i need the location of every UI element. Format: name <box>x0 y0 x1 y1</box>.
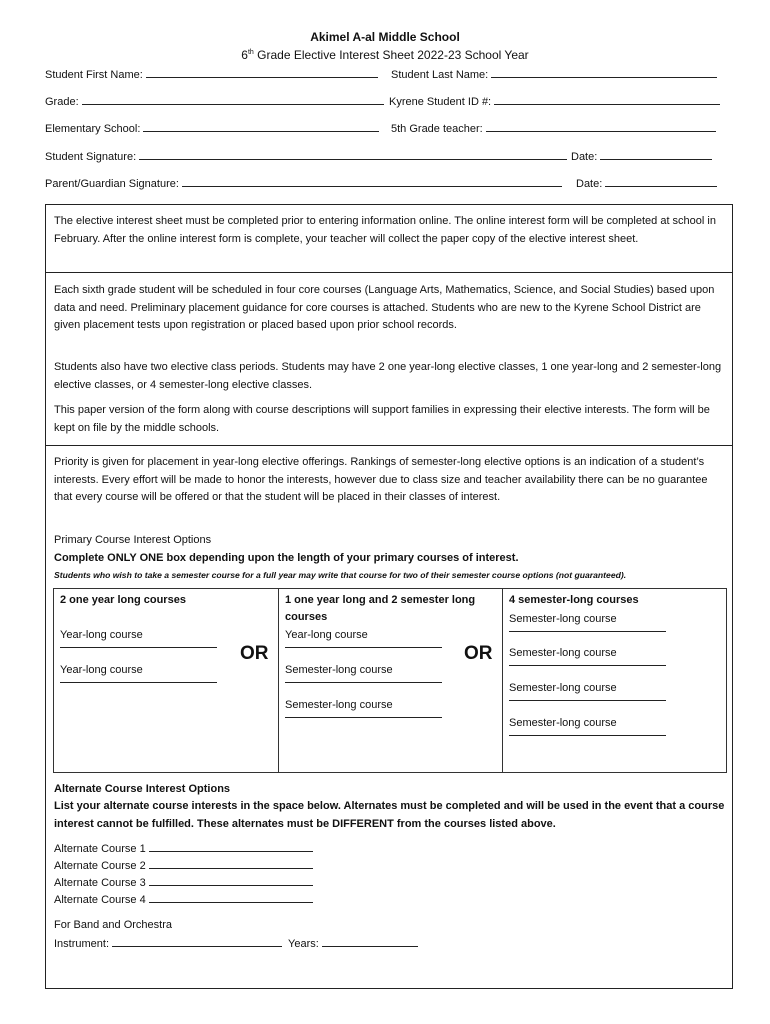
course-label: Semester-long course <box>285 664 393 676</box>
student-id-field[interactable]: Kyrene Student ID #: <box>389 94 720 108</box>
column-heading: 4 semester-long courses <box>509 594 639 606</box>
course-label: Year-long course <box>60 664 143 676</box>
instrument-years-row[interactable]: Instrument: Years: <box>54 936 418 950</box>
course-label: Semester-long course <box>509 682 617 694</box>
first-name-field[interactable]: Student First Name: <box>45 67 378 81</box>
alternate-course-2[interactable]: Alternate Course 2 <box>54 858 313 872</box>
course-entry-line[interactable] <box>509 735 666 736</box>
form-subtitle: 6th Grade Elective Interest Sheet 2022-23 School Year <box>241 48 529 62</box>
course-entry-line[interactable] <box>285 647 442 648</box>
alternate-options-instructions: List your alternate course interests in the space below. Alternates must be completed and will be used in the event that a course interest cannot be fulfilled. These alternates must be DIFFERENT from the courses listed above. <box>54 800 725 830</box>
paper-version-text: This paper version of the form along with course descriptions will support families in expressing their elective interests. The form will be kept on file by the middle schools. <box>54 404 710 434</box>
last-name-field[interactable]: Student Last Name: <box>391 67 717 81</box>
alternate-options-title: Alternate Course Interest Options <box>54 783 231 795</box>
column-heading: 1 one year long and 2 semester long courses <box>285 594 476 623</box>
alternate-course-4[interactable]: Alternate Course 4 <box>54 892 313 906</box>
date-field-1[interactable]: Date: <box>571 149 712 163</box>
fifth-grade-teacher-field[interactable]: 5th Grade teacher: <box>391 121 716 135</box>
course-interest-box <box>45 445 733 989</box>
primary-options-title: Primary Course Interest Options <box>54 534 212 546</box>
course-entry-line[interactable] <box>509 665 666 666</box>
course-entry-line[interactable] <box>60 647 217 648</box>
or-separator: OR <box>464 643 493 664</box>
course-entry-line[interactable] <box>60 682 217 683</box>
course-label: Year-long course <box>60 629 143 641</box>
option-four-semester <box>502 589 726 772</box>
or-separator: OR <box>240 643 269 664</box>
primary-options-note: Students who wish to take a semester course for a full year may write that course for two of their semester course options (not guaranteed). <box>54 570 627 580</box>
band-orchestra-title: For Band and Orchestra <box>54 919 173 931</box>
alternate-course-3[interactable]: Alternate Course 3 <box>54 875 313 889</box>
column-heading: 2 one year long courses <box>60 594 186 606</box>
elective-periods-text: Students also have two elective class periods. Students may have 2 one year-long elective classes, 1 one year-long and 2 semester-long elective classes, or 4 semester-long elective classes. <box>54 361 722 391</box>
school-name: Akimel A-al Middle School <box>310 30 460 44</box>
primary-options-instructions: Complete ONLY ONE box depending upon the length of your primary courses of interest. <box>54 552 519 564</box>
student-signature-field[interactable]: Student Signature: <box>45 149 567 163</box>
alternate-course-1[interactable]: Alternate Course 1 <box>54 841 313 855</box>
date-field-2[interactable]: Date: <box>576 176 717 190</box>
primary-options-table <box>53 588 727 773</box>
course-entry-line[interactable] <box>285 682 442 683</box>
elementary-school-field[interactable]: Elementary School: <box>45 121 379 135</box>
option-two-year-long <box>54 589 278 772</box>
course-label: Semester-long course <box>509 717 617 729</box>
course-label: Year-long course <box>285 629 368 641</box>
option-one-year-two-semester <box>278 589 503 772</box>
instructions-text: The elective interest sheet must be completed prior to entering information online. The online interest form will be completed at school in February. After the online interest form is complete, your teacher will collect the paper copy of the elective interest sheet. <box>54 215 716 245</box>
grade-field[interactable]: Grade: <box>45 94 384 108</box>
core-courses-text: Each sixth grade student will be scheduled in four core courses (Language Arts, Mathematics, Science, and Social Studies) based upon data and need. Preliminary placement guidance for core courses is attached. Students who are new to the Kyrene School District are given placement tests upon registration or placed based upon prior school records. <box>54 284 715 331</box>
course-label: Semester-long course <box>285 699 393 711</box>
course-entry-line[interactable] <box>509 700 666 701</box>
instructions-box <box>45 204 733 272</box>
course-entry-line[interactable] <box>509 631 666 632</box>
course-label: Semester-long course <box>509 647 617 659</box>
priority-text: Priority is given for placement in year-long elective offerings. Rankings of semester-long elective options is an indication of a student’s interests. Every effort will be made to honor the interests, however due to class size and teacher availability there can be no guarantee that every course will be offered or that the student will be placed in their classes of interest. <box>54 456 708 503</box>
parent-signature-field[interactable]: Parent/Guardian Signature: <box>45 176 562 190</box>
course-entry-line[interactable] <box>285 717 442 718</box>
course-label: Semester-long course <box>509 613 617 625</box>
scheduling-info-box <box>45 272 733 445</box>
